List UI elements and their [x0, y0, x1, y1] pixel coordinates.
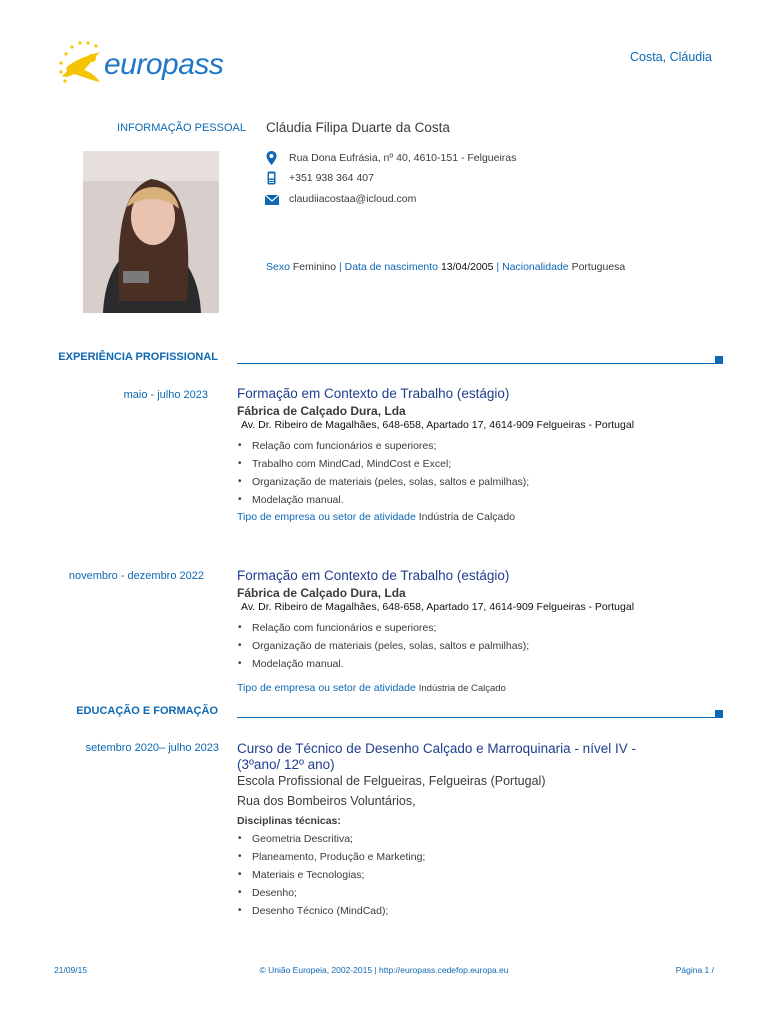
separator: | — [338, 261, 342, 273]
list-item: • Modelação manual. — [237, 491, 717, 509]
employer-name: Fábrica de Calçado Dura, Lda — [237, 586, 406, 600]
school-name: Escola Profissional de Felgueiras, Felgueiras (Portugal) — [237, 774, 546, 788]
mobile-phone-icon — [267, 171, 276, 185]
nationality-value: Portuguesa — [571, 261, 626, 273]
sector-line — [237, 511, 515, 523]
list-item: • Relação com funcionários e superiores; — [237, 619, 717, 637]
sex-label: Sexo — [266, 261, 290, 273]
list-item: • Trabalho com MindCad, MindCost e Excel; — [237, 455, 717, 473]
subjects-label: Disciplinas técnicas: — [237, 815, 341, 827]
email-envelope-icon — [265, 195, 279, 205]
phone-text: +351 938 364 407 — [289, 172, 374, 184]
birth-label: Data de nascimento — [344, 261, 439, 273]
europass-logo — [52, 38, 227, 94]
sector-value: Indústria de Calçado — [418, 683, 506, 694]
employer-address: Av. Dr. Ribeiro de Magalhães, 648-658, Apartado 17, 4614-909 Felgueiras - Portugal — [241, 419, 635, 431]
experience-title: Formação em Contexto de Trabalho (estágio) — [237, 568, 510, 583]
section-divider — [237, 363, 715, 364]
personal-details-line — [266, 261, 625, 273]
sector-label: Tipo de empresa ou setor de atividade — [237, 682, 416, 694]
list-item: • Modelação manual. — [237, 655, 717, 673]
sector-label: Tipo de empresa ou setor de atividade — [237, 511, 416, 523]
experience-title: Formação em Contexto de Trabalho (estágio) — [237, 386, 510, 401]
sex-value: Feminino — [292, 261, 337, 273]
nationality-label: Nacionalidade — [502, 261, 569, 273]
list-item: • Materiais e Tecnologias; — [237, 866, 717, 884]
logo-text: europass — [104, 48, 224, 81]
birth-value: 13/04/2005 — [440, 261, 494, 273]
education-section-title: EDUCAÇÃO E FORMAÇÃO — [76, 705, 218, 717]
responsibilities-list — [237, 437, 717, 509]
list-item: • Planeamento, Produção e Marketing; — [237, 848, 717, 866]
experience-date: novembro - dezembro 2022 — [68, 570, 204, 582]
footer-copyright: © União Europeia, 2002-2015 | http://europass.cedefop.europa.eu — [259, 965, 509, 975]
list-item: • Geometria Descritiva; — [237, 830, 717, 848]
employer-name: Fábrica de Calçado Dura, Lda — [237, 404, 406, 418]
header-name: Costa, Cláudia — [630, 50, 712, 64]
profile-photo — [83, 151, 219, 313]
education-date: setembro 2020– julho 2023 — [85, 742, 219, 754]
section-divider — [237, 717, 715, 718]
experience-section-title: EXPERIÊNCIA PROFISSIONAL — [58, 351, 218, 363]
list-item: • Organização de materiais (peles, solas, saltos e palmilhas); — [237, 637, 717, 655]
section-divider-square — [715, 710, 723, 718]
personal-section-label: INFORMAÇÃO PESSOAL — [117, 122, 246, 134]
separator: | — [496, 261, 500, 273]
school-street: Rua dos Bombeiros Voluntários, — [237, 794, 416, 808]
location-pin-icon — [266, 151, 277, 165]
subjects-list — [237, 830, 717, 920]
sector-value: Indústria de Calçado — [418, 511, 516, 523]
footer-page: Página 1 / — [675, 965, 714, 975]
footer-date: 21/09/15 — [54, 965, 88, 975]
photo-graphic — [83, 151, 219, 313]
experience-date: maio - julho 2023 — [123, 389, 208, 401]
responsibilities-list — [237, 619, 717, 673]
email-text: claudiiacostaa@icloud.com — [289, 193, 417, 205]
full-name: Cláudia Filipa Duarte da Costa — [266, 120, 450, 135]
list-item: • Desenho; — [237, 884, 717, 902]
education-title: Curso de Técnico de Desenho Calçado e Marroquinaria - nível IV - (3ºano/ 12º ano) — [237, 741, 636, 772]
employer-address: Av. Dr. Ribeiro de Magalhães, 648-658, Apartado 17, 4614-909 Felgueiras - Portugal — [241, 601, 635, 613]
list-item: • Desenho Técnico (MindCad); — [237, 902, 717, 920]
list-item: • Organização de materiais (peles, solas, saltos e palmilhas); — [237, 473, 717, 491]
list-item: • Relação com funcionários e superiores; — [237, 437, 717, 455]
sector-line — [237, 682, 506, 694]
section-divider-square — [715, 356, 723, 364]
address-text: Rua Dona Eufrásia, nº 40, 4610-151 - Felgueiras — [289, 152, 517, 164]
